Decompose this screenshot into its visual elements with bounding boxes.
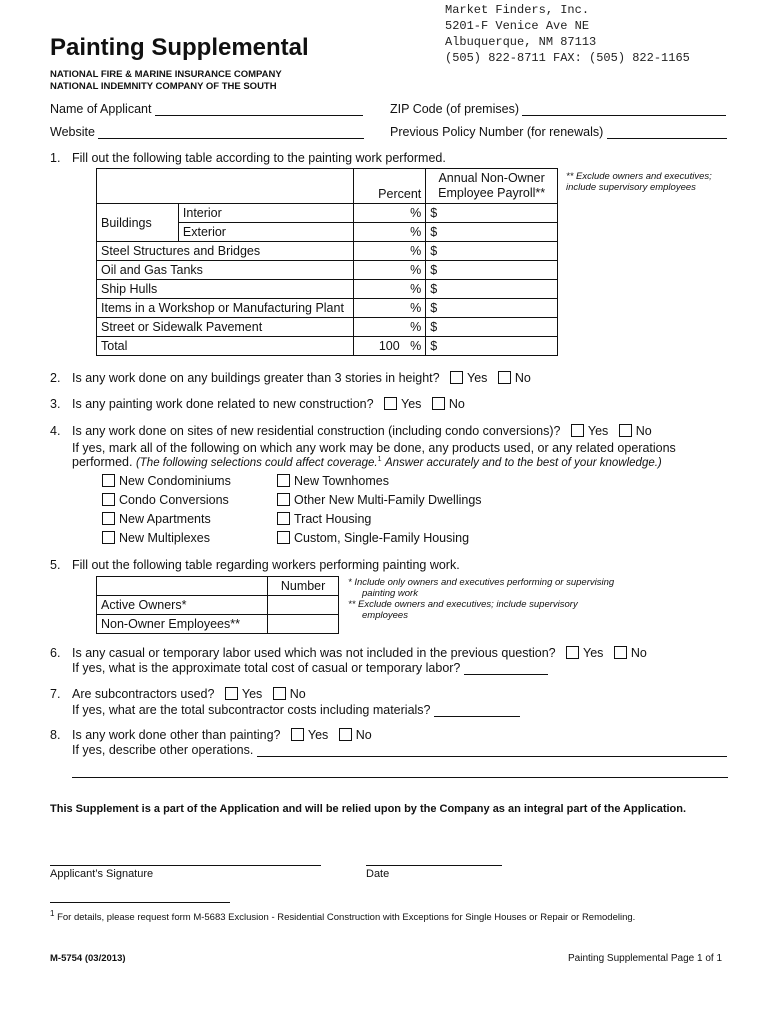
row-tanks: Oil and Gas Tanks — [97, 261, 354, 280]
company-2: NATIONAL INDEMNITY COMPANY OF THE SOUTH — [50, 81, 277, 92]
footnote — [50, 909, 635, 923]
table-header-row — [97, 169, 558, 204]
zip-label: ZIP Code (of premises) — [390, 102, 519, 116]
q8-yes-checkbox[interactable] — [291, 728, 304, 741]
total-value: 100 — [378, 339, 400, 353]
workers-notes — [348, 577, 614, 621]
payroll-cell[interactable] — [426, 242, 558, 261]
q3-no-checkbox[interactable] — [432, 397, 445, 410]
number-cell[interactable] — [268, 615, 339, 634]
company-names — [50, 69, 282, 93]
question-3 — [50, 397, 465, 411]
table-row — [97, 318, 558, 337]
dollar-sign: $ — [430, 301, 438, 315]
percent-cell[interactable] — [354, 261, 426, 280]
date-line[interactable] — [366, 865, 502, 866]
percent-cell[interactable] — [354, 299, 426, 318]
checkbox[interactable] — [277, 512, 290, 525]
row-non-owner-employees: Non-Owner Employees** — [97, 615, 268, 634]
row-ship-hulls: Ship Hulls — [97, 280, 354, 299]
subcontractor-cost-input[interactable] — [434, 703, 520, 717]
q7-no-label: No — [289, 687, 306, 701]
percent-cell[interactable] — [354, 280, 426, 299]
question-7-sub — [72, 703, 520, 717]
casual-labor-cost-input[interactable] — [464, 661, 548, 675]
option-new-multiplexes[interactable] — [102, 531, 210, 545]
question-4-line-3c: Answer accurately and to the best of your knowledge.) — [384, 457, 662, 469]
q2-no-checkbox[interactable] — [498, 371, 511, 384]
zip-input[interactable] — [522, 102, 726, 116]
question-4-line-2: If yes, mark all of the following on which any work may be done, any products used, or any related operations — [72, 441, 676, 455]
q4-no-checkbox[interactable] — [619, 424, 632, 437]
q6-yes-label: Yes — [583, 646, 604, 660]
q3-yes-label: Yes — [401, 397, 422, 411]
question-4-text: Is any work done on sites of new residential construction (including condo conversions)? — [72, 424, 561, 438]
dollar-sign: $ — [430, 244, 438, 258]
q4-no-label: No — [635, 424, 652, 438]
agency-phone: (505) 822-8711 FAX: (505) 822-1165 — [445, 51, 690, 65]
question-4-line-3a: performed. — [72, 455, 133, 469]
option-label: New Condominiums — [119, 474, 231, 488]
agency-name: Market Finders, Inc. — [445, 3, 590, 17]
q3-no-label: No — [448, 397, 465, 411]
percent-sign: % — [410, 320, 422, 334]
percent-cell[interactable] — [354, 223, 426, 242]
workers-table — [96, 576, 339, 634]
dollar-sign: $ — [430, 263, 438, 277]
table-row — [97, 242, 558, 261]
zip-field — [390, 102, 726, 116]
checkbox[interactable] — [277, 493, 290, 506]
question-2-number: 2. — [50, 371, 61, 385]
col-payroll — [426, 169, 558, 204]
question-3-number: 3. — [50, 397, 61, 411]
col-payroll-line-1: Annual Non-Owner — [438, 171, 545, 185]
applicant-label: Name of Applicant — [50, 102, 152, 116]
payroll-cell[interactable] — [426, 204, 558, 223]
percent-sign: % — [410, 282, 422, 296]
question-1-text: Fill out the following table according to the painting work performed. — [72, 151, 446, 165]
row-total: Total — [97, 337, 354, 356]
table-row — [97, 337, 558, 356]
question-4-instructions — [72, 441, 732, 469]
form-code: M-5754 (03/2013) — [50, 953, 126, 964]
date-label: Date — [366, 868, 390, 880]
payroll-cell[interactable] — [426, 337, 558, 356]
option-new-townhomes[interactable] — [277, 474, 389, 488]
checkbox[interactable] — [102, 531, 115, 544]
percent-cell-total — [354, 337, 426, 356]
percent-sign: % — [410, 263, 422, 277]
question-7 — [50, 687, 306, 701]
row-exterior: Exterior — [178, 223, 353, 242]
row-pavement: Street or Sidewalk Pavement — [97, 318, 354, 337]
applicant-field — [50, 102, 363, 116]
question-5-number: 5. — [50, 558, 61, 572]
question-6-sub-text: If yes, what is the approximate total cost of casual or temporary labor? — [72, 661, 461, 675]
painting-work-table — [96, 168, 558, 356]
policy-field — [390, 125, 727, 139]
page-label: Painting Supplemental Page 1 of 1 — [568, 953, 722, 964]
option-label: Custom, Single-Family Housing — [294, 531, 470, 545]
question-7-sub-text: If yes, what are the total subcontractor costs including materials? — [72, 703, 431, 717]
q2-no-label: No — [514, 371, 531, 385]
percent-sign: % — [410, 244, 422, 258]
payroll-cell[interactable] — [426, 223, 558, 242]
company-1: NATIONAL FIRE & MARINE INSURANCE COMPANY — [50, 69, 282, 80]
dollar-sign: $ — [430, 225, 438, 239]
question-4-line-3b: (The following selections could affect coverage. — [135, 457, 378, 469]
other-operations-line-2[interactable] — [72, 777, 728, 778]
question-6-number: 6. — [50, 646, 61, 660]
dollar-sign: $ — [430, 320, 438, 334]
row-active-owners: Active Owners* — [97, 596, 268, 615]
percent-sign: % — [410, 225, 422, 239]
q7-yes-label: Yes — [241, 687, 263, 701]
number-cell[interactable] — [268, 596, 339, 615]
option-label: Tract Housing — [294, 512, 372, 526]
agency-street: 5201-F Venice Ave NE — [445, 19, 590, 33]
question-4 — [50, 424, 652, 438]
percent-cell[interactable] — [354, 242, 426, 261]
checkbox[interactable] — [102, 512, 115, 525]
agency-city: Albuquerque, NM 87113 — [445, 35, 597, 49]
q8-yes-label: Yes — [307, 728, 329, 742]
checkbox[interactable] — [102, 474, 115, 487]
question-8-number: 8. — [50, 728, 61, 742]
question-4-number: 4. — [50, 424, 61, 438]
row-steel: Steel Structures and Bridges — [97, 242, 354, 261]
q2-yes-checkbox[interactable] — [450, 371, 463, 384]
q4-yes-label: Yes — [587, 424, 609, 438]
payroll-cell[interactable] — [426, 280, 558, 299]
q4-yes-checkbox[interactable] — [571, 424, 584, 437]
checkbox[interactable] — [277, 531, 290, 544]
question-1 — [50, 151, 446, 165]
workers-note-a1: * Include only owners and executives performing or supervising — [348, 577, 615, 588]
question-3-text: Is any painting work done related to new construction? — [72, 397, 374, 411]
website-input[interactable] — [98, 125, 364, 139]
q2-yes-label: Yes — [467, 371, 488, 385]
q8-no-checkbox[interactable] — [339, 728, 352, 741]
row-workshop: Items in a Workshop or Manufacturing Plant — [97, 299, 354, 318]
q8-no-label: No — [355, 728, 372, 742]
footnote-divider — [50, 902, 230, 903]
dollar-sign: $ — [430, 339, 438, 353]
question-8-text: Is any work done other than painting? — [72, 728, 281, 742]
question-1-number: 1. — [50, 151, 61, 165]
payroll-cell[interactable] — [426, 261, 558, 280]
agency-block — [445, 2, 690, 66]
table-row — [97, 280, 558, 299]
q6-yes-checkbox[interactable] — [566, 646, 579, 659]
question-2-text: Is any work done on any buildings greater than 3 stories in height? — [72, 371, 440, 385]
table-row — [97, 204, 558, 223]
option-other-multi-family[interactable] — [277, 493, 482, 507]
col-number: Number — [268, 577, 339, 596]
col-percent: Percent — [354, 169, 426, 204]
option-label: Other New Multi-Family Dwellings — [294, 493, 482, 507]
footnote-ref: 1 — [377, 455, 382, 463]
dollar-sign: $ — [430, 206, 438, 220]
workers-header-row — [97, 577, 339, 596]
q7-no-checkbox[interactable] — [273, 687, 286, 700]
checkbox[interactable] — [102, 493, 115, 506]
applicant-input[interactable] — [155, 102, 363, 116]
payroll-note-line-2: include supervisory employees — [566, 182, 696, 193]
q3-yes-checkbox[interactable] — [384, 397, 397, 410]
question-8 — [50, 728, 372, 742]
option-custom-single-family[interactable] — [277, 531, 469, 545]
workers-note-b2: employees — [362, 610, 408, 621]
website-label: Website — [50, 125, 95, 139]
percent-sign: % — [410, 301, 422, 315]
option-tract-housing[interactable] — [277, 512, 371, 526]
option-label: Condo Conversions — [119, 493, 229, 507]
percent-cell[interactable] — [354, 318, 426, 337]
payroll-cell[interactable] — [426, 318, 558, 337]
question-5 — [50, 558, 460, 572]
option-label: New Townhomes — [294, 474, 389, 488]
question-5-text: Fill out the following table regarding workers performing painting work. — [72, 558, 460, 572]
option-new-condominiums[interactable] — [102, 474, 231, 488]
policy-input[interactable] — [607, 125, 727, 139]
table-row — [97, 596, 339, 615]
question-8-sub — [72, 743, 732, 757]
question-6 — [50, 646, 647, 660]
workers-note-b1: ** Exclude owners and executives; include supervisory — [348, 599, 578, 610]
question-6-text: Is any casual or temporary labor used which was not included in the previous question? — [72, 646, 556, 660]
question-2 — [50, 371, 531, 385]
question-8-sub-text: If yes, describe other operations. — [72, 743, 254, 757]
table-row — [97, 615, 339, 634]
footnote-text: For details, please request form M-5683 Exclusion - Residential Construction with Exceptions for Single Houses or Repair or Remodeling. — [57, 912, 636, 924]
payroll-note-line-1: ** Exclude owners and executives; — [566, 171, 712, 182]
row-buildings: Buildings — [97, 204, 179, 242]
option-label: New Multiplexes — [119, 531, 211, 545]
website-field — [50, 125, 364, 139]
payroll-note — [566, 171, 712, 193]
footnote-number: 1 — [50, 909, 55, 918]
row-interior: Interior — [178, 204, 353, 223]
question-6-sub — [72, 661, 548, 675]
payroll-cell[interactable] — [426, 299, 558, 318]
workers-note-a2: painting work — [362, 588, 418, 599]
signature-label: Applicant’s Signature — [50, 868, 154, 880]
q6-no-checkbox[interactable] — [614, 646, 627, 659]
other-operations-input[interactable] — [257, 743, 727, 757]
percent-sign: % — [410, 206, 422, 220]
statement: This Supplement is a part of the Application and will be relied upon by the Company as an integral part of the Application. — [50, 803, 687, 815]
percent-cell[interactable] — [354, 204, 426, 223]
option-label: New Apartments — [119, 512, 211, 526]
q6-no-label: No — [630, 646, 647, 660]
option-condo-conversions[interactable] — [102, 493, 229, 507]
table-row — [97, 261, 558, 280]
percent-sign: % — [410, 339, 422, 353]
dollar-sign: $ — [430, 282, 438, 296]
policy-label: Previous Policy Number (for renewals) — [390, 125, 604, 139]
table-row — [97, 299, 558, 318]
question-7-text: Are subcontractors used? — [72, 687, 215, 701]
signature-line[interactable] — [50, 865, 321, 866]
q7-yes-checkbox[interactable] — [225, 687, 238, 700]
page-title: Painting Supplemental — [50, 34, 309, 61]
option-new-apartments[interactable] — [102, 512, 211, 526]
checkbox[interactable] — [277, 474, 290, 487]
col-payroll-line-2: Employee Payroll** — [438, 186, 546, 200]
question-7-number: 7. — [50, 687, 61, 701]
